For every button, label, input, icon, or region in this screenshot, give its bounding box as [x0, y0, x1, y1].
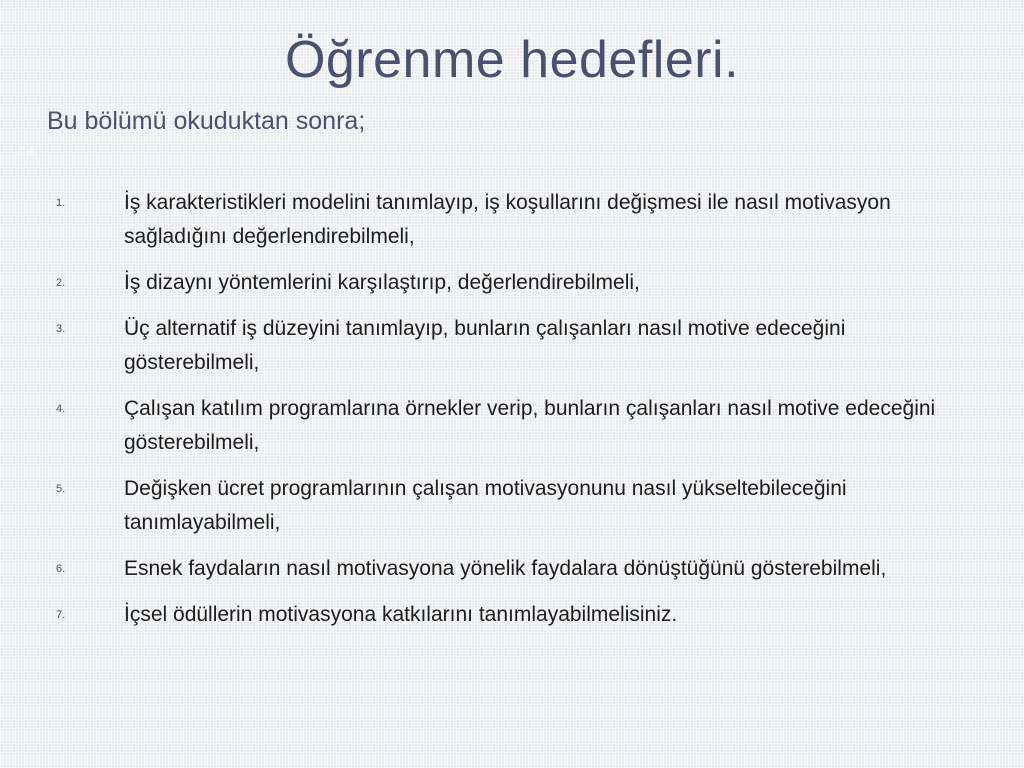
objective-text: İş dizaynı yöntemlerini karşılaştırıp, değerlendirebilmeli,	[124, 271, 640, 294]
slide-subtitle: Bu bölümü okuduktan sonra;	[47, 107, 366, 135]
objective-number: 2.	[56, 277, 66, 289]
objective-text: İş karakteristikleri modelini tanımlayıp, iş koşullarını değişmesi ile nasıl motivasyon sağladığını değerlendirebilmeli,	[124, 191, 891, 248]
objective-item	[0, 552, 1024, 586]
objective-item	[0, 392, 1024, 460]
objective-text: Çalışan katılım programlarına örnekler verip, bunların çalışanları nasıl motive edeceğini gösterebilmeli,	[124, 397, 936, 454]
objective-number: 1.	[56, 197, 66, 209]
objective-text: Değişken ücret programlarının çalışan motivasyonunu nasıl yükseltebileceğini tanımlayabilmeli,	[124, 477, 847, 534]
slide-code: 7-4	[18, 146, 34, 158]
objective-item	[0, 598, 1024, 632]
objective-number: 3.	[56, 323, 66, 335]
objective-number: 6.	[56, 563, 66, 575]
objective-item	[0, 266, 1024, 300]
objective-text: Üç alternatif iş düzeyini tanımlayıp, bunların çalışanları nasıl motive edeceğini gösterebilmeli,	[124, 317, 846, 374]
objective-item	[0, 312, 1024, 380]
objective-number: 4.	[56, 403, 66, 415]
objective-item	[0, 186, 1024, 254]
objective-item	[0, 472, 1024, 540]
objective-text: Esnek faydaların nasıl motivasyona yönelik faydalara dönüştüğünü gösterebilmeli,	[124, 557, 887, 580]
slide-title: Öğrenme hedefleri.	[284, 31, 740, 89]
objective-number: 5.	[56, 483, 66, 495]
objectives-list	[0, 186, 1024, 644]
objective-number: 7.	[56, 609, 66, 621]
objective-text: İçsel ödüllerin motivasyona katkılarını tanımlayabilmelisiniz.	[124, 603, 678, 626]
